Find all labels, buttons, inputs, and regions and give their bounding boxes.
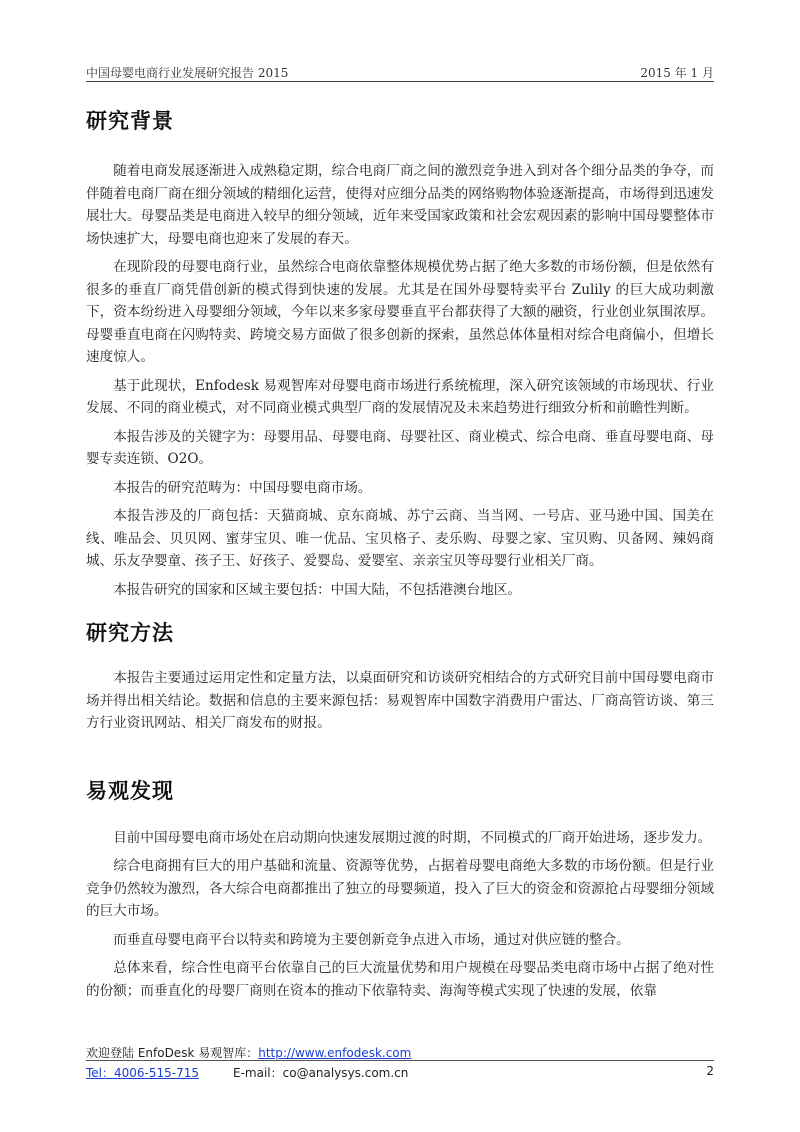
section-title-background: 研究背景 xyxy=(86,109,174,133)
page-number: 2 xyxy=(706,1064,714,1078)
website-link[interactable]: http://www.enfodesk.com xyxy=(258,1046,412,1060)
email-text: E-mail：co@analysys.com.cn xyxy=(233,1066,409,1080)
paragraph: 本报告涉及的关键字为：母婴用品、母婴电商、母婴社区、商业模式、综合电商、垂直母婴电商、母婴专卖连锁、O2O。 xyxy=(86,428,714,467)
paragraph: 而垂直母婴电商平台以特卖和跨境为主要创新竞争点进入市场，通过对供应链的整合。 xyxy=(113,931,630,948)
report-date: 2015 年 1 月 xyxy=(640,66,714,80)
paragraph: 本报告研究的国家和区域主要包括：中国大陆，不包括港澳台地区。 xyxy=(113,581,521,598)
footer-welcome xyxy=(86,1044,411,1061)
paragraph: 综合电商拥有巨大的用户基础和流量、资源等优势，占据着母婴电商绝大多数的市场份额。但是行业竞争仍然较为激烈，各大综合电商都推出了独立的母婴频道，投入了巨大的资金和资源抢占母婴细分领域的巨大市场。 xyxy=(86,858,714,919)
paragraph: 本报告的研究范畴为：中国母婴电商市场。 xyxy=(113,479,372,496)
report-title: 中国母婴电商行业发展研究报告 2015 xyxy=(86,66,289,80)
paragraph: 随着电商发展逐渐进入成熟稳定期，综合电商厂商之间的激烈竞争进入到对各个细分品类的争夺，而伴随着电商厂商在细分领域的精细化运营，使得对应细分品类的网络购物体验逐渐提高，市场得到迅速发展壮大。母婴品类是电商进入较早的细分领域，近年来受国家政策和社会宏观因素的影响中国母婴整体市场快速扩大，母婴电商也迎来了发展的春天。 xyxy=(86,163,714,247)
paragraph: 基于此现状，Enfodesk 易观智库对母婴电商市场进行系统梳理，深入研究该领域的市场现状、行业发展、不同的商业模式，对不同商业模式典型厂商的发展情况及未来趋势进行细致分析和前瞻性判断。 xyxy=(86,377,714,416)
section-title-findings: 易观发现 xyxy=(86,778,174,803)
paragraph: 在现阶段的母婴电商行业，虽然综合电商依靠整体规模优势占据了绝大多数的市场份额，但是依然有很多的垂直厂商凭借创新的模式得到快速的发展。尤其是在国外母婴特卖平台 Zulily 的巨大成功刺激下，资本纷纷进入母婴细分领域，今年以来多家母婴垂直平台都获得了大额的融资，行业创业氛围浓厚。母婴垂直电商在闪购特卖、跨境交易方面做了很多创新的探索，虽然总体体量相对综合电商偏小，但增长速度惊人。 xyxy=(86,259,714,365)
welcome-text: 欢迎登陆 EnfoDesk 易观智库： xyxy=(86,1046,259,1060)
paragraph: 本报告涉及的厂商包括：天猫商城、京东商城、苏宁云商、当当网、一号店、亚马逊中国、国美在线、唯品会、贝贝网、蜜芽宝贝、唯一优品、宝贝格子、麦乐购、母婴之家、宝贝购、贝备网、辣妈商城、乐友孕婴童、孩子王、好孩子、爱婴岛、爱婴室、亲亲宝贝等母婴行业相关厂商。 xyxy=(86,508,714,569)
paragraph: 总体来看，综合性电商平台依靠自己的巨大流量优势和用户规模在母婴品类电商市场中占据了绝对性的份额；而垂直化的母婴厂商则在资本的推动下依靠特卖、海淘等模式实现了快速的发展，依靠 xyxy=(86,960,714,999)
header-divider xyxy=(86,81,714,82)
paragraph: 本报告主要通过运用定性和定量方法，以桌面研究和访谈研究相结合的方式研究目前中国母婴电商市场并得出相关结论。数据和信息的主要来源包括：易观智库中国数字消费用户雷达、厂商高管访谈、第三方行业资讯网站、相关厂商发布的财报。 xyxy=(86,670,714,731)
page-header xyxy=(86,62,714,82)
telephone-link[interactable]: Tel：4006-515-715 xyxy=(86,1066,200,1080)
section-title-method: 研究方法 xyxy=(86,621,174,645)
paragraph: 目前中国母婴电商市场处在启动期向快速发展期过渡的时期，不同模式的厂商开始进场，逐步发力。 xyxy=(113,829,712,846)
page-content xyxy=(86,96,714,1002)
